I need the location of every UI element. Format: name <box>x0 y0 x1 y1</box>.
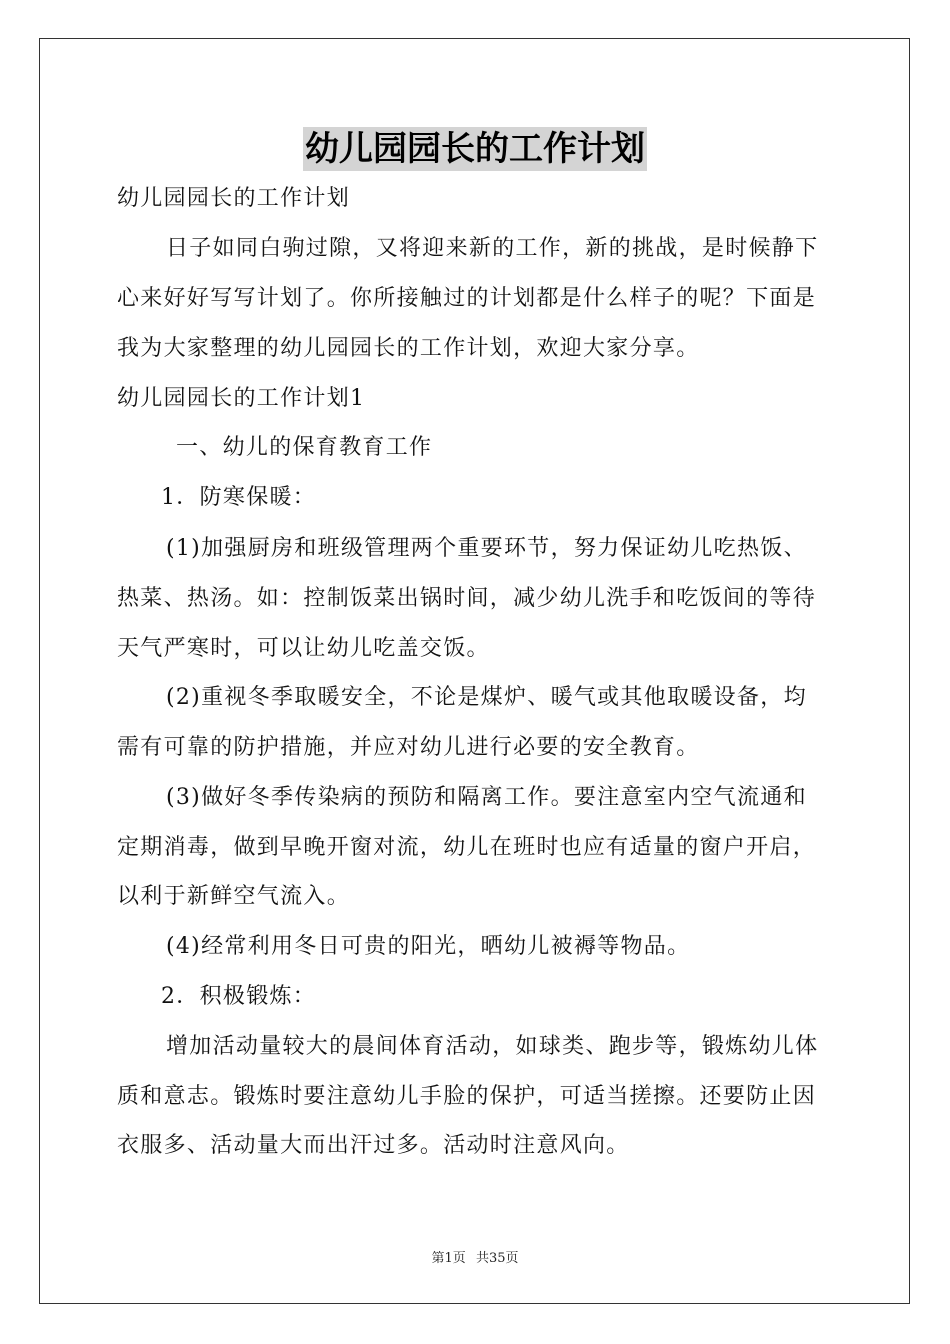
paragraph-line: 日子如同白驹过隙，又将迎来新的工作，新的挑战，是时候静下 <box>166 236 819 261</box>
page-number: 第1页 <box>431 1251 466 1266</box>
subtitle-line: 幼儿园园长的工作计划 <box>117 186 351 211</box>
page-border <box>39 38 910 1304</box>
page-footer <box>0 1247 950 1266</box>
paragraph-line: (1)加强厨房和班级管理两个重要环节，努力保证幼儿吃热饭、 <box>166 536 807 561</box>
paragraph-line: 心来好好写写计划了。你所接触过的计划都是什么样子的呢？下面是 <box>117 286 817 311</box>
document-title: 幼儿园园长的工作计划 <box>305 129 645 169</box>
paragraph-line: (4)经常利用冬日可贵的阳光，晒幼儿被褥等物品。 <box>166 934 691 959</box>
numbered-heading: 1．防寒保暖： <box>161 485 317 510</box>
paragraph-line: 热菜、热汤。如：控制饭菜出锅时间，减少幼儿洗手和吃饭间的等待 <box>117 586 817 611</box>
paragraph-line: 衣服多、活动量大而出汗过多。活动时注意风向。 <box>117 1133 630 1158</box>
paragraph-line: 天气严寒时，可以让幼儿吃盖交饭。 <box>117 636 490 661</box>
paragraph-line: 质和意志。锻炼时要注意幼儿手脸的保护，可适当搓擦。还要防止因 <box>117 1084 817 1109</box>
paragraph-line: (2)重视冬季取暖安全，不论是煤炉、暖气或其他取暖设备，均 <box>166 685 807 710</box>
page-total: 共35页 <box>475 1251 519 1266</box>
paragraph-line: 以利于新鲜空气流入。 <box>117 884 351 909</box>
paragraph-line: 定期消毒，做到早晚开窗对流，幼儿在班时也应有适量的窗户开启， <box>117 835 817 860</box>
numbered-heading: 2．积极锻炼： <box>161 984 317 1009</box>
title-container <box>0 127 950 171</box>
section-subheading: 一、幼儿的保育教育工作 <box>176 435 433 460</box>
paragraph-line: 增加活动量较大的晨间体育活动，如球类、跑步等，锻炼幼儿体 <box>166 1034 819 1059</box>
section-heading: 幼儿园园长的工作计划1 <box>117 386 366 411</box>
paragraph-line: 需有可靠的防护措施，并应对幼儿进行必要的安全教育。 <box>117 735 700 760</box>
paragraph-line: (3)做好冬季传染病的预防和隔离工作。要注意室内空气流通和 <box>166 785 807 810</box>
paragraph-line: 我为大家整理的幼儿园园长的工作计划，欢迎大家分享。 <box>117 336 700 361</box>
